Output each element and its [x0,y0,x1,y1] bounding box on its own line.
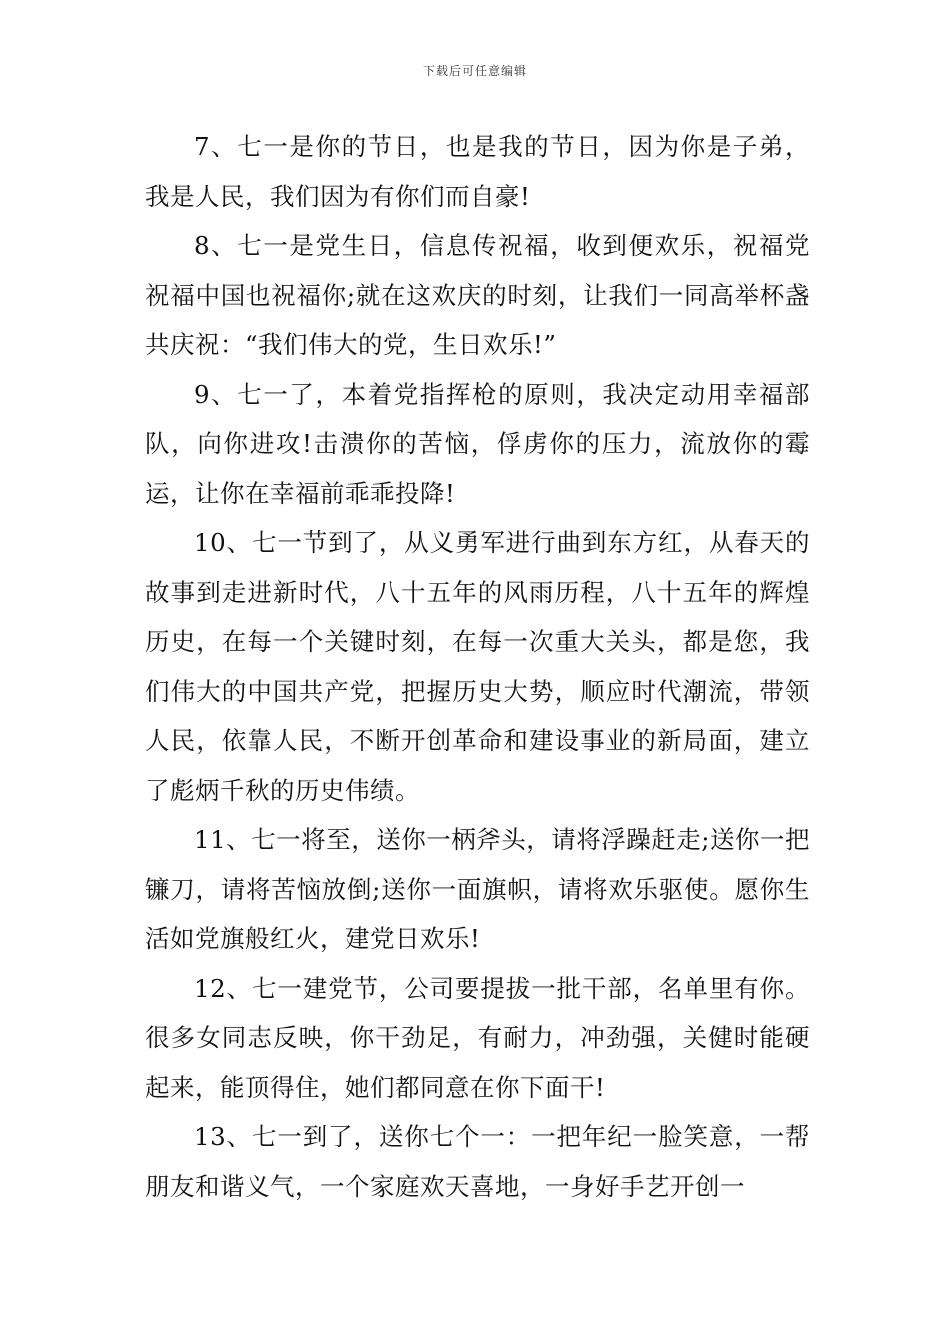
paragraph-8: 8、七一是党生日，信息传祝福，收到便欢乐，祝福党祝福中国也祝福你;就在这欢庆的时刻，让我们一同高举杯盏共庆祝：“我们伟大的党，生日欢乐!” [145,231,810,359]
paragraph-9: 9、七一了，本着党指挥枪的原则，我决定动用幸福部队，向你进攻!击溃你的苦恼，俘虏你的压力，流放你的霉运，让你在幸福前乖乖投降! [145,379,810,508]
paragraph-10: 10、七一节到了，从义勇军进行曲到东方红，从春天的故事到走进新时代，八十五年的风雨历程，八十五年的辉煌历史，在每一个关键时刻，在每一次重大关头，都是您，我们伟大的中国共产党，把握历史大势，顺应时代潮流，带领人民，依靠人民，不断开创革命和建设事业的新局面，建立了彪炳千秋的历史伟绩。 [145,528,810,805]
paragraph-13: 13、七一到了，送你七个一：一把年纪一脸笑意，一帮朋友和谐义气，一个家庭欢天喜地，一身好手艺开创一 [145,1122,810,1201]
paragraph-7: 7、七一是你的节日，也是我的节日，因为你是子弟，我是人民，我们因为有你们而自豪! [145,132,810,211]
page-header: 下载后可任意编辑 [422,64,527,78]
paragraph-12: 12、七一建党节，公司要提拔一批干部，名单里有你。很多女同志反映，你干劲足，有耐力，冲劲强，关健时能硬起来，能顶得住，她们都同意在你下面干! [145,973,810,1102]
paragraph-11: 11、七一将至，送你一柄斧头，请将浮躁赶走;送你一把镰刀，请将苦恼放倒;送你一面旗帜，请将欢乐驱使。愿你生活如党旗般红火，建党日欢乐! [145,825,810,953]
document-body [145,122,810,1211]
